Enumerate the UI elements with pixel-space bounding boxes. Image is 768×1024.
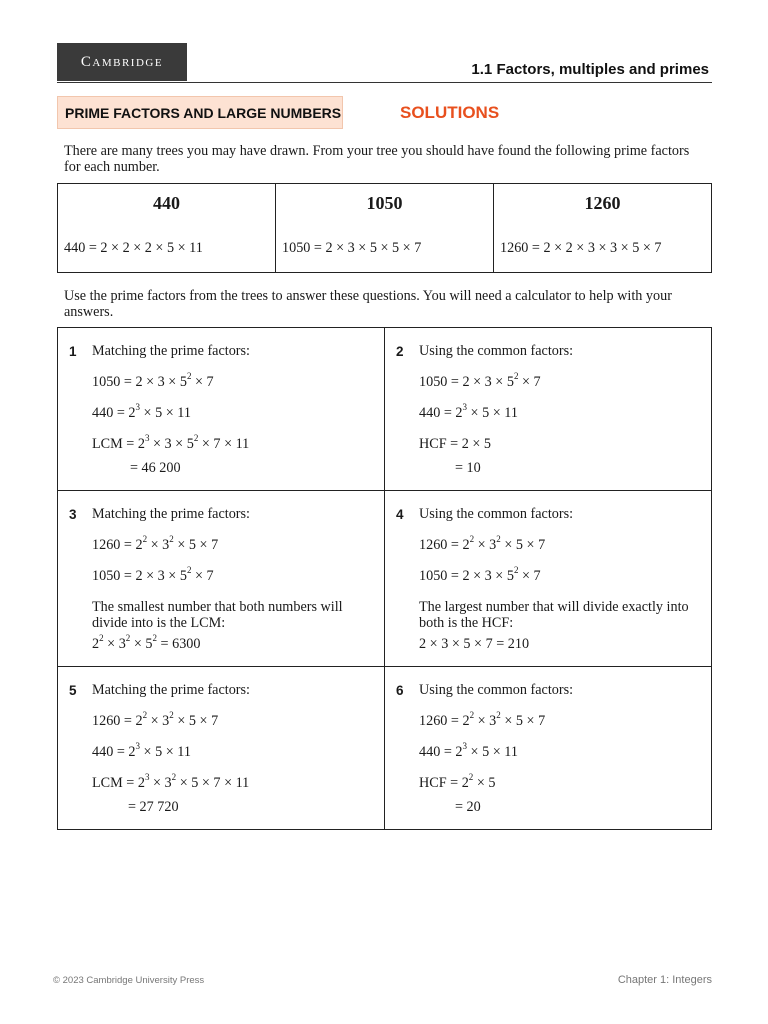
question-number: 6 [396, 683, 404, 698]
answers-table [57, 327, 712, 830]
answer-result: = 20 [455, 799, 481, 815]
factor-number: 1260 [584, 193, 621, 213]
answer-heading: Using the common factors: [419, 343, 574, 359]
factor-cell-1050 [276, 184, 494, 273]
factor-equation: 1050 = 2 × 3 × 5 × 5 × 7 [282, 240, 422, 256]
answer-line: LCM = $2^3 \times 3^2 \times 5 \times 7 \times 11$ [92, 772, 250, 791]
factor-cell-440 [58, 184, 276, 273]
question-number: 2 [396, 344, 404, 359]
cambridge-logo [57, 43, 187, 81]
question-number: 5 [69, 683, 77, 698]
answer-heading: Using the common factors: [419, 506, 574, 522]
answer-line: $440 = 2^3 \times 5 \times 11$ [92, 402, 191, 421]
answer-line: $1260 = 2^2 \times 3^2 \times 5 \times 7$ [419, 710, 546, 729]
answer-cell-3 [58, 491, 385, 667]
question-number: 3 [69, 507, 77, 522]
answer-line: $1050 = 2 \times 3 \times 5^2 \times 7$ [92, 371, 214, 390]
answer-line: $440 = 2^3 \times 5 \times 11$ [419, 741, 518, 760]
factor-cell-1260 [494, 184, 712, 273]
answer-line: $440 = 2^3 \times 5 \times 11$ [92, 741, 191, 760]
answer-heading: Matching the prime factors: [92, 682, 250, 698]
answer-line: $1260 = 2^2 \times 3^2 \times 5 \times 7$ [419, 534, 546, 553]
answer-line: 2 × 3 × 5 × 7 = 210 [419, 636, 530, 652]
table-row [58, 491, 712, 667]
section-title: 1.1 Factors, multiples and primes [471, 61, 709, 78]
answer-explanation: The smallest number that both numbers will divide into is the LCM: [92, 599, 343, 631]
answer-result: = 10 [455, 460, 481, 476]
answer-heading: Matching the prime factors: [92, 506, 250, 522]
intro-paragraph: There are many trees you may have drawn. From your tree you should have found the following prime factors for each number. [64, 143, 690, 175]
answer-line: HCF = $2^2 \times 5$ [419, 772, 496, 791]
answer-result: = 27 720 [128, 799, 179, 815]
topic-title: PRIME FACTORS AND LARGE NUMBERS [65, 104, 342, 121]
question-number: 1 [69, 344, 77, 359]
table-row [58, 328, 712, 491]
answer-cell-6 [385, 667, 712, 830]
topic-title-box [57, 96, 343, 129]
answer-line: $1050 = 2 \times 3 \times 5^2 \times 7$ [92, 565, 214, 584]
answer-explanation: The largest number that will divide exactly into both is the HCF: [419, 599, 689, 631]
copyright-notice: © 2023 Cambridge University Press [53, 975, 205, 986]
factor-number: 1050 [366, 193, 403, 213]
answer-line: $1050 = 2 \times 3 \times 5^2 \times 7$ [419, 371, 541, 390]
answer-heading: Using the common factors: [419, 682, 574, 698]
answer-line: LCM = $2^3 \times 3 \times 5^2 \times 7 \times 11$ [92, 433, 250, 452]
answer-line: $1050 = 2 \times 3 \times 5^2 \times 7$ [419, 565, 541, 584]
answer-cell-5 [58, 667, 385, 830]
factor-equation: 1260 = 2 × 2 × 3 × 3 × 5 × 7 [500, 240, 662, 256]
answer-cell-1 [58, 328, 385, 491]
answer-line: $1260 = 2^2 \times 3^2 \times 5 \times 7$ [92, 534, 219, 553]
instructions-paragraph: Use the prime factors from the trees to answer these questions. You will need a calculator to help with your answers. [64, 288, 672, 320]
answer-line: $2^2 \times 3^2 \times 5^2 = 6300$ [92, 633, 201, 652]
answer-line: $1260 = 2^2 \times 3^2 \times 5 \times 7$ [92, 710, 219, 729]
answer-cell-2 [385, 328, 712, 491]
factor-number: 440 [153, 193, 180, 213]
answer-cell-4 [385, 491, 712, 667]
answer-line: $440 = 2^3 \times 5 \times 11$ [419, 402, 518, 421]
chapter-label: Chapter 1: Integers [617, 974, 712, 986]
answer-line: HCF = 2 × 5 [419, 436, 491, 452]
logo-text: Cambridge [80, 53, 164, 70]
question-number: 4 [396, 507, 404, 522]
header-divider [57, 82, 712, 83]
prime-factor-table [57, 183, 712, 273]
solutions-label: SOLUTIONS [400, 103, 500, 122]
answer-heading: Matching the prime factors: [92, 343, 250, 359]
answer-result: = 46 200 [130, 460, 181, 476]
table-row [58, 184, 712, 273]
table-row [58, 667, 712, 830]
factor-equation: 440 = 2 × 2 × 2 × 5 × 11 [64, 240, 203, 256]
